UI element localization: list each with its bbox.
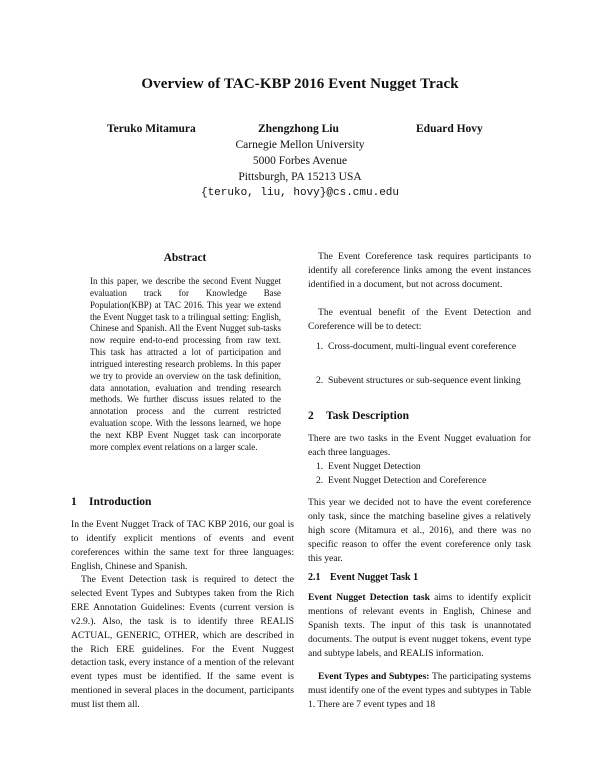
benefits-list-2	[308, 374, 531, 388]
affiliation-city: Pittsburgh, PA 15213 USA	[238, 171, 362, 183]
subsection-2-1-heading	[308, 572, 418, 583]
abstract-heading: Abstract	[163, 252, 207, 264]
no-coref-paragraph: This year we decided not to have the event coreference only task, since the matching baseline gives a relatively high score (Mitamura et al., 2016), and there was no specific reason to offer the event coreference only task this year.	[308, 497, 531, 564]
list-item: 1. Cross-document, multi-lingual event coreference	[316, 341, 517, 352]
benefits-list	[308, 340, 531, 354]
task1-text: aims to identify explicit mentions of relevant events in English, Chinese and Spanish texts. The input of this task is unannotated documents. The output is event nugget tokens, event type and subtype labels, and REALIS information.	[308, 592, 531, 659]
author-hovy: Eduard Hovy	[416, 123, 483, 135]
section-1-heading	[71, 496, 151, 508]
coref-paragraph: The Event Coreference task requires participants to identify all coreference links among the event instances identified in a document, but not across document.	[308, 251, 531, 290]
section-1-number: 1	[71, 496, 77, 508]
event-types-term: Event Types and Subtypes:	[318, 671, 430, 682]
list-item: 2. Subevent structures or sub-sequence event linking	[316, 375, 521, 386]
event-types-text: The participating systems must identify one of the event types and subtypes in Table 1. There are 7 event types and 18	[308, 671, 531, 710]
benefit-paragraph: The eventual benefit of the Event Detection and Coreference will be to detect:	[308, 307, 531, 332]
paper-title: Overview of TAC-KBP 2016 Event Nugget Track	[141, 76, 459, 92]
task-intro-paragraph: There are two tasks in the Event Nugget evaluation for each three languages.	[308, 433, 531, 458]
section-2-number: 2	[308, 410, 314, 422]
abstract-body	[90, 276, 281, 454]
section-1-title: Introduction	[89, 496, 152, 508]
list-item: 2. Event Nugget Detection and Coreference	[316, 474, 487, 486]
abstract-text: In this paper, we describe the second Event Nugget evaluation track for Knowledge Base Population(KBP) at TAC 2016. This year we extend the Event Nugget task to a trilingual setting: English, Chinese and Spanish. All the Event Nugget sub-tasks now require end-to-end processing from raw text. This task has attracted a lot of participation and intrigued interesting research problems. In this paper we try to provide an overview on the task definition, data annotation, evaluation and trending research methods. We further discuss issues related to the annotation process and the current restricted evaluation scope. With the lessons learned, we hope the next KBP Event Nugget task can incorporate more complex event relations on a larger scale.	[90, 276, 281, 452]
task1-term: Event Nugget Detection task	[308, 592, 430, 603]
affiliation-institution: Carnegie Mellon University	[235, 139, 365, 151]
event-types-paragraph	[308, 670, 531, 712]
author-mitamura: Teruko Mitamura	[107, 123, 196, 135]
tasks-list	[308, 460, 531, 488]
subsection-title: Event Nugget Task 1	[330, 572, 419, 583]
section-2-heading	[308, 410, 409, 422]
author-liu: Zhengzhong Liu	[258, 123, 339, 135]
subsection-number: 2.1	[308, 572, 321, 583]
affiliation-street: 5000 Forbes Avenue	[252, 155, 348, 167]
section-2-title: Task Description	[326, 410, 409, 422]
task1-paragraph	[308, 591, 531, 661]
affiliation-email: {teruko, liu, hovy}@cs.cmu.edu	[200, 187, 400, 199]
intro-paragraph-1: In the Event Nugget Track of TAC KBP 2016, our goal is to identify explicit mentions of events and event coreferences within the same text for three languages: English, Chinese and Spanish.	[71, 519, 294, 572]
list-item: 1. Event Nugget Detection	[316, 461, 421, 472]
intro-paragraph-2: The Event Detection task is required to detect the selected Event Types and Subtypes taken from the Rich ERE Annotation Guidelines: Events (current version is v2.9.). Also, the task is to identify three REALIS ACTUAL, GENERIC, OTHER, which are described in the Rich ERE guidelines. For the Event Nuggest detaction task, every instance of a mention of the relevant event types must be identified. If the same event is mentioned in several places in the document, participants must list them all.	[71, 574, 294, 711]
